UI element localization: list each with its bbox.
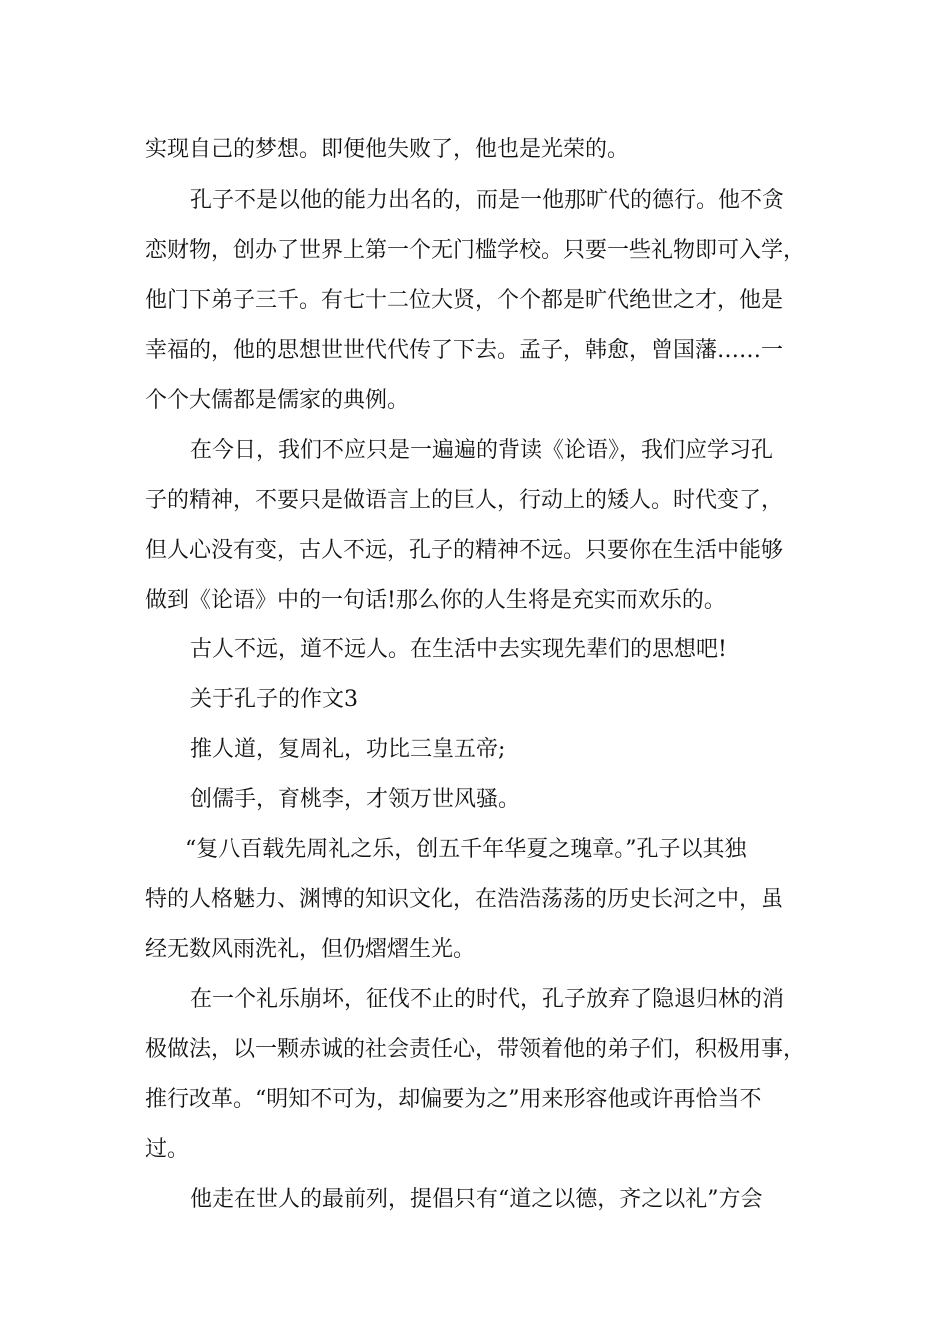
line-text: 特的人格魅力、渊博的知识文化，在浩浩荡荡的历史长河之中，虽 (145, 887, 784, 912)
line-text: 过。 (145, 1137, 190, 1162)
line-text: 他门下弟子三千。有七十二位大贤，个个都是旷代绝世之才，他是 (145, 288, 784, 313)
line-text: 恋财物，创办了世界上第一个无门槛学校。只要一些礼物即可入学， (145, 238, 806, 263)
line-text: 但人心没有变，古人不远，孔子的精神不远。只要你在生活中能够 (145, 538, 784, 563)
line-text: 推人道，复周礼，功比三皇五帝; (190, 737, 506, 762)
line-text: 子的精神，不要只是做语言上的巨人，行动上的矮人。时代变了， (145, 488, 784, 513)
line-text: 个个大儒都是儒家的典例。 (145, 388, 410, 413)
line-text: 经无数风雨洗礼，但仍熠熠生光。 (145, 937, 476, 962)
line-text: 在一个礼乐崩坏，征伐不止的时代，孔子放弃了隐退归林的消 (190, 987, 785, 1012)
line-text: 推行改革。“明知不可为，却偏要为之”用来形容他或许再恰当不 (145, 1087, 762, 1112)
line-text: 古人不远，道不远人。在生活中去实现先辈们的思想吧! (190, 637, 727, 662)
line-text: 孔子不是以他的能力出名的，而是一他那旷代的德行。他不贪 (190, 188, 785, 213)
line-text: “复八百载先周礼之乐，创五千年华夏之瑰章。”孔子以其独 (185, 837, 747, 862)
line-text: 做到《论语》中的一句话!那么你的人生将是充实而欢乐的。 (145, 588, 726, 613)
line-text: 关于孔子的作文3 (190, 687, 358, 712)
line-text: 创儒手，育桃李，才领万世风骚。 (190, 787, 521, 812)
line-text: 实现自己的梦想。即便他失败了，他也是光荣的。 (145, 137, 630, 162)
line-text: 他走在世人的最前列，提倡只有“道之以德，齐之以礼”方会 (190, 1187, 763, 1212)
line-text: 幸福的，他的思想世世代代传了下去。孟子，韩愈，曾国藩……一 (145, 338, 784, 363)
line-text: 极做法，以一颗赤诚的社会责任心，带领着他的弟子们，积极用事， (145, 1037, 806, 1062)
line-text: 在今日，我们不应只是一遍遍的背读《论语》，我们应学习孔 (190, 438, 774, 463)
